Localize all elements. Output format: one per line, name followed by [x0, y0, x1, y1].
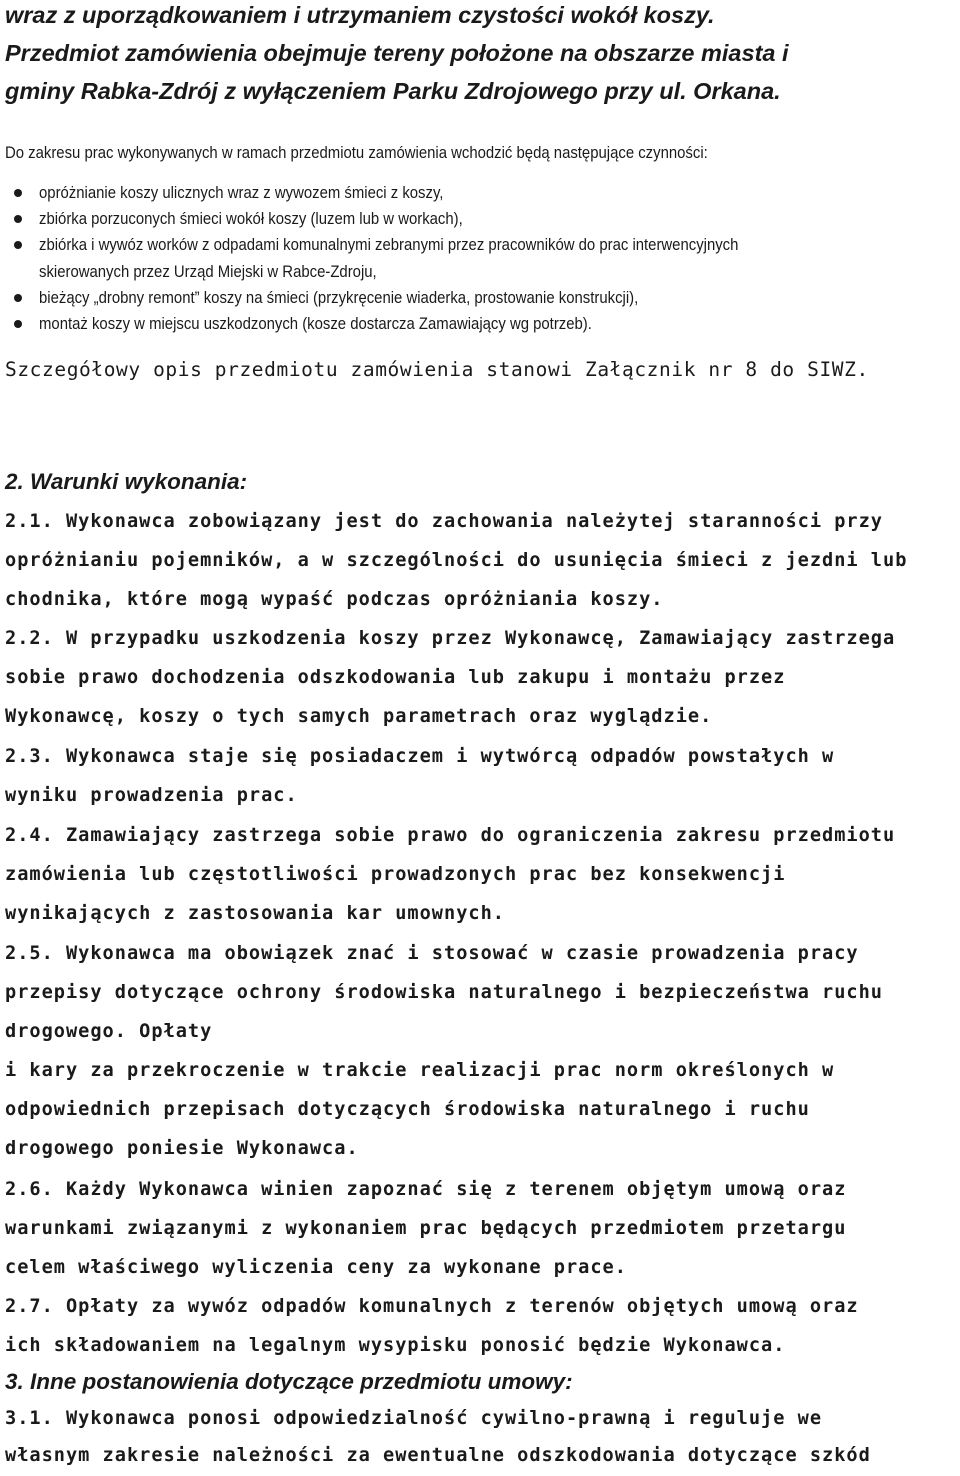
paragraph-line: 2.6. Każdy Wykonawca winien zapoznać się z terenem objętym umową oraz — [5, 1179, 847, 1200]
paragraph-line: odpowiednich przepisach dotyczących środowiska naturalnego i ruchu — [5, 1099, 810, 1120]
list-item: zbiórka i wywóz worków z odpadami komunalnymi zebranymi przez pracowników do prac interwencyjnych skierowanych przez Urząd Miejski w Rabce-Zdroju, — [14, 232, 954, 284]
paragraph-line: 2.4. Zamawiający zastrzega sobie prawo do ograniczenia zakresu przedmiotu — [5, 825, 896, 846]
paragraph-line: 2.7. Opłaty za wywóz odpadów komunalnych z terenów objętych umową oraz — [5, 1296, 859, 1317]
section-3-heading: 3. Inne postanowienia dotyczące przedmiotu umowy: — [5, 1369, 573, 1394]
summary-line: Szczegółowy opis przedmiotu zamówienia stanowi Załącznik nr 8 do SIWZ. — [5, 358, 869, 381]
top-line: wraz z uporządkowaniem i utrzymaniem czystości wokół koszy. — [5, 2, 715, 28]
paragraph-2-6 — [5, 1170, 846, 1287]
paragraph-2-7 — [5, 1287, 859, 1365]
bullet-icon — [14, 294, 22, 302]
paragraph-2-1 — [5, 502, 907, 619]
paragraph-3-1 — [5, 1400, 871, 1474]
paragraph-line: i kary za przekroczenie w trakcie realizacji prac norm określonych w — [5, 1060, 835, 1081]
paragraph-line: zamówienia lub częstotliwości prowadzonych prac bez konsekwencji — [5, 864, 786, 885]
bullet-icon — [14, 241, 22, 249]
section-2-heading: 2. Warunki wykonania: — [5, 469, 248, 494]
scope-list — [14, 180, 954, 337]
list-item: zbiórka porzuconych śmieci wokół koszy (luzem lub w workach), — [14, 206, 954, 232]
paragraph-line: chodnika, które mogą wypaść podczas opróżniania koszy. — [5, 589, 664, 610]
top-line: gminy Rabka-Zdrój z wyłączeniem Parku Zdrojowego przy ul. Orkana. — [5, 78, 781, 104]
paragraph-line: własnym zakresie należności za ewentualne odszkodowania dotyczące szkód — [5, 1445, 871, 1466]
list-item: opróżnianie koszy ulicznych wraz z wywozem śmieci z koszy, — [14, 180, 954, 206]
paragraph-line: Wykonawcę, koszy o tych samych parametrach oraz wyglądzie. — [5, 706, 713, 727]
paragraph-2-3 — [5, 737, 834, 815]
bullet-icon — [14, 189, 22, 197]
paragraph-line: 2.5. Wykonawca ma obowiązek znać i stosować w czasie prowadzenia pracy — [5, 943, 859, 964]
list-item: bieżący „drobny remont” koszy na śmieci (przykręcenie wiaderka, prostowanie konstrukcji), — [14, 285, 954, 311]
bullet-icon — [14, 320, 22, 328]
paragraph-2-5 — [5, 934, 883, 1168]
paragraph-line: warunkami związanymi z wykonaniem prac będących przedmiotem przetargu — [5, 1218, 847, 1239]
paragraph-2-2 — [5, 619, 895, 736]
paragraph-line: sobie prawo dochodzenia odszkodowania lub zakupu i montażu przez — [5, 667, 786, 688]
top-line: Przedmiot zamówienia obejmuje tereny położone na obszarze miasta i — [5, 40, 789, 66]
bullet-icon — [14, 215, 22, 223]
list-item-continuation: skierowanych przez Urząd Miejski w Rabce-Zdroju, — [39, 262, 377, 281]
paragraph-line: 2.3. Wykonawca staje się posiadaczem i wytwórcą odpadów powstałych w — [5, 746, 835, 767]
list-item: montaż koszy w miejscu uszkodzonych (kosze dostarcza Zamawiający wg potrzeb). — [14, 311, 954, 337]
paragraph-line: 3.1. Wykonawca ponosi odpowiedzialność cywilno-prawną i reguluje we — [5, 1408, 823, 1429]
top-paragraph — [5, 0, 955, 110]
paragraph-line: drogowego. Opłaty — [5, 1021, 213, 1042]
paragraph-line: wyniku prowadzenia prac. — [5, 785, 298, 806]
paragraph-2-4 — [5, 816, 895, 933]
paragraph-line: ich składowaniem na legalnym wysypisku ponosić będzie Wykonawca. — [5, 1335, 786, 1356]
paragraph-line: 2.2. W przypadku uszkodzenia koszy przez Wykonawcę, Zamawiający zastrzega — [5, 628, 896, 649]
paragraph-line: opróżnianiu pojemników, a w szczególności do usunięcia śmieci z jezdni lub — [5, 550, 908, 571]
paragraph-line: celem właściwego wyliczenia ceny za wykonane prace. — [5, 1257, 627, 1278]
paragraph-line: przepisy dotyczące ochrony środowiska naturalnego i bezpieczeństwa ruchu — [5, 982, 883, 1003]
scope-intro: Do zakresu prac wykonywanych w ramach przedmiotu zamówienia wchodzić będą następujące czynności: — [5, 144, 708, 162]
paragraph-line: 2.1. Wykonawca zobowiązany jest do zachowania należytej staranności przy — [5, 511, 883, 532]
paragraph-line: wynikających z zastosowania kar umownych. — [5, 903, 505, 924]
paragraph-line: drogowego poniesie Wykonawca. — [5, 1138, 359, 1159]
